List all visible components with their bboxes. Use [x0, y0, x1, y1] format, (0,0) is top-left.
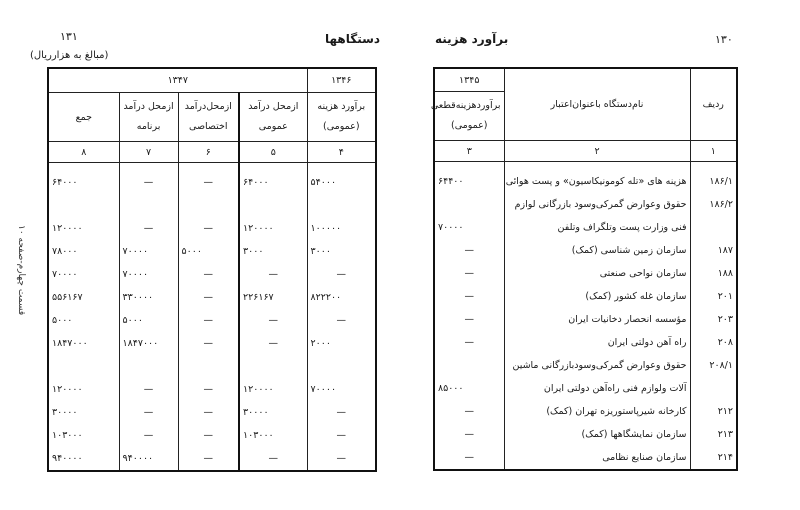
agency-name: فنی وزارت پست وتلگراف وتلفن	[504, 216, 690, 239]
amount-cell: ۳۰۰۰	[307, 240, 376, 263]
amount-cell	[48, 194, 119, 217]
amount-cell: ۹۴۰۰۰۰	[119, 447, 178, 471]
amount-cell	[119, 194, 178, 217]
amount-cell: ۳۳۰۰۰۰	[119, 286, 178, 309]
amount-cell	[307, 355, 376, 378]
agency-name: هزینه های «تله کومونیکاسیون» و پست هوائی	[504, 162, 690, 194]
column-number: ۶	[178, 142, 239, 163]
left-page-number: ۱۳۱	[60, 30, 78, 43]
table-row	[434, 262, 737, 285]
row-number-header: ردیف	[690, 68, 737, 141]
amount-cell	[239, 355, 307, 378]
amount-cell: —	[178, 401, 239, 424]
amount-cell: ۱۲۰۰۰۰	[239, 217, 307, 240]
amount-cell: —	[239, 447, 307, 471]
table-row	[434, 239, 737, 262]
table-row	[48, 355, 376, 378]
amount-cell: —	[239, 332, 307, 355]
table-row	[434, 354, 737, 377]
amount-cell: ۱۲۰۰۰۰	[48, 378, 119, 401]
agency-name: سازمان صنایع نظامی	[504, 446, 690, 470]
amount-cell: ۷۰۰۰۰	[434, 216, 504, 239]
side-note: قسمت چهارم-صفحه ۱۰	[16, 224, 26, 316]
column-number: ۲	[504, 141, 690, 162]
agency-name: آلات ولوازم فنی راه‌آهن دولتی ایران	[504, 377, 690, 400]
table-row	[48, 378, 376, 401]
agency-name: حقوق وعوارض گمرکی‌وسود بازرگانی لوازم	[504, 193, 690, 216]
amount-cell: —	[178, 286, 239, 309]
amount-cell: ۶۴۴۰۰	[434, 162, 504, 194]
row-id: ۱۸۶/۲	[690, 193, 737, 216]
table-row	[434, 423, 737, 446]
amount-cell: ۲۰۰۰	[307, 332, 376, 355]
year-1345-header: ۱۳۴۵	[434, 68, 504, 92]
amount-cell: ۲۲۶۱۶۷	[239, 286, 307, 309]
amount-cell: ۵۴۰۰۰	[307, 163, 376, 195]
amount-cell	[178, 355, 239, 378]
table-row	[434, 216, 737, 239]
amount-cell: —	[307, 401, 376, 424]
amount-cell: —	[434, 400, 504, 423]
units-note: (مبالغ به هزارریال)	[30, 50, 109, 61]
table-row	[434, 400, 737, 423]
amount-cell: ۹۴۰۰۰۰	[48, 447, 119, 471]
table-row	[48, 286, 376, 309]
amount-cell	[307, 194, 376, 217]
amount-cell: ۳۰۰۰	[239, 240, 307, 263]
amount-cell	[434, 354, 504, 377]
amount-cell: ۷۰۰۰۰	[119, 263, 178, 286]
col4-header: برآورد هزینه (عمومی)	[307, 93, 376, 142]
amount-cell: —	[178, 309, 239, 332]
table-row	[48, 401, 376, 424]
amount-cell: —	[178, 163, 239, 195]
table-row	[48, 332, 376, 355]
estimate-header: برآوردهزینه‌قطعی (عمومی)	[434, 92, 504, 141]
table-row	[434, 162, 737, 194]
column-number: ۴	[307, 142, 376, 163]
right-budget-table	[430, 67, 738, 471]
agency-name: مؤسسه انحصار دخانیات ایران	[504, 308, 690, 331]
amount-cell: —	[307, 263, 376, 286]
table-row	[434, 308, 737, 331]
right-running-title: برآورد هزینه	[435, 32, 509, 46]
left-running-title: دستگاهها	[325, 32, 381, 46]
amount-cell: ۵۰۰۰	[178, 240, 239, 263]
amount-cell: —	[178, 263, 239, 286]
table-row	[48, 217, 376, 240]
amount-cell: ۳۰۰۰۰	[48, 401, 119, 424]
col7-header: ازمحل درآمد برنامه	[119, 93, 178, 142]
amount-cell: —	[178, 447, 239, 471]
table-row	[48, 263, 376, 286]
left-budget-table	[47, 67, 377, 472]
amount-cell: ۵۰۰۰	[48, 309, 119, 332]
amount-cell: ۱۸۴۷۰۰۰	[48, 332, 119, 355]
amount-cell: ۱۲۰۰۰۰	[239, 378, 307, 401]
year-1346-header: ۱۳۴۶	[307, 68, 376, 93]
amount-cell: —	[178, 378, 239, 401]
table-row	[48, 163, 376, 195]
right-page-number: ۱۳۰	[715, 33, 733, 46]
amount-cell: ۷۰۰۰۰	[307, 378, 376, 401]
column-number: ۸	[48, 142, 119, 163]
amount-cell: —	[307, 447, 376, 471]
amount-cell: —	[434, 308, 504, 331]
column-number: ۷	[119, 142, 178, 163]
amount-cell: —	[307, 424, 376, 447]
amount-cell: —	[119, 378, 178, 401]
agency-name-header: نام‌دستگاه باعنوان‌اعتبار	[504, 68, 690, 141]
amount-cell: —	[178, 424, 239, 447]
agency-name: راه آهن دولتی ایران	[504, 331, 690, 354]
column-number: ۳	[434, 141, 504, 162]
amount-cell: ۷۸۰۰۰	[48, 240, 119, 263]
table-row	[48, 194, 376, 217]
row-id: ۲۱۳	[690, 423, 737, 446]
table-row	[434, 331, 737, 354]
table-row	[48, 424, 376, 447]
amount-cell	[48, 355, 119, 378]
amount-cell: —	[434, 239, 504, 262]
row-id: ۲۰۱	[690, 285, 737, 308]
amount-cell: —	[119, 424, 178, 447]
agency-name: سازمان غله کشور (کمک)	[504, 285, 690, 308]
agency-name: سازمان زمین شناسی (کمک)	[504, 239, 690, 262]
row-id	[690, 216, 737, 239]
amount-cell: ۵۵۶۱۶۷	[48, 286, 119, 309]
amount-cell: —	[178, 217, 239, 240]
amount-cell: —	[434, 423, 504, 446]
amount-cell: —	[434, 446, 504, 470]
amount-cell: ۱۲۰۰۰۰	[48, 217, 119, 240]
amount-cell: ۱۰۳۰۰۰	[239, 424, 307, 447]
row-id: ۲۱۴	[690, 446, 737, 470]
year-1347-header: ۱۳۴۷	[48, 68, 307, 93]
amount-cell: ۷۰۰۰۰	[48, 263, 119, 286]
col6-header: ازمحل‌درآمد اختصاصی	[178, 93, 239, 142]
agency-name: حقوق وعوارض گمرکی‌وسودبازرگانی ماشین	[504, 354, 690, 377]
amount-cell: ۶۴۰۰۰	[239, 163, 307, 195]
amount-cell: ۵۰۰۰	[119, 309, 178, 332]
amount-cell	[178, 194, 239, 217]
amount-cell	[434, 193, 504, 216]
amount-cell: ۸۵۰۰۰	[434, 377, 504, 400]
table-row	[434, 285, 737, 308]
amount-cell: ۱۰۳۰۰۰	[48, 424, 119, 447]
row-id	[690, 377, 737, 400]
table-row	[434, 193, 737, 216]
amount-cell: ۷۰۰۰۰	[119, 240, 178, 263]
row-id: ۲۱۲	[690, 400, 737, 423]
amount-cell: ۱۸۴۷۰۰۰	[119, 332, 178, 355]
agency-name: کارخانه شیرپاستوریزه تهران (کمک)	[504, 400, 690, 423]
column-number: ۵	[239, 142, 307, 163]
column-number: ۱	[690, 141, 737, 162]
table-row	[48, 447, 376, 471]
agency-name: سازمان نواحی صنعتی	[504, 262, 690, 285]
col8-header: جمع	[48, 93, 119, 142]
row-id: ۲۰۳	[690, 308, 737, 331]
row-id: ۱۸۶/۱	[690, 162, 737, 194]
amount-cell: —	[119, 401, 178, 424]
amount-cell: —	[434, 331, 504, 354]
amount-cell: —	[119, 163, 178, 195]
row-id: ۲۰۸	[690, 331, 737, 354]
table-row	[434, 446, 737, 470]
amount-cell: ۱۰۰۰۰۰	[307, 217, 376, 240]
amount-cell: ۸۲۲۲۰۰	[307, 286, 376, 309]
row-id: ۲۰۸/۱	[690, 354, 737, 377]
row-id: ۱۸۸	[690, 262, 737, 285]
amount-cell: —	[239, 309, 307, 332]
row-id: ۱۸۷	[690, 239, 737, 262]
col5-header: ازمحل درآمد عمومی	[239, 93, 307, 142]
amount-cell	[119, 355, 178, 378]
amount-cell: —	[307, 309, 376, 332]
table-row	[434, 377, 737, 400]
table-row	[48, 309, 376, 332]
amount-cell: —	[178, 332, 239, 355]
amount-cell	[239, 194, 307, 217]
amount-cell: ۶۴۰۰۰	[48, 163, 119, 195]
agency-name: سازمان نمایشگاهها (کمک)	[504, 423, 690, 446]
table-row	[48, 240, 376, 263]
amount-cell: —	[434, 285, 504, 308]
amount-cell: —	[239, 263, 307, 286]
amount-cell: —	[119, 217, 178, 240]
amount-cell: —	[434, 262, 504, 285]
amount-cell: ۳۰۰۰۰	[239, 401, 307, 424]
